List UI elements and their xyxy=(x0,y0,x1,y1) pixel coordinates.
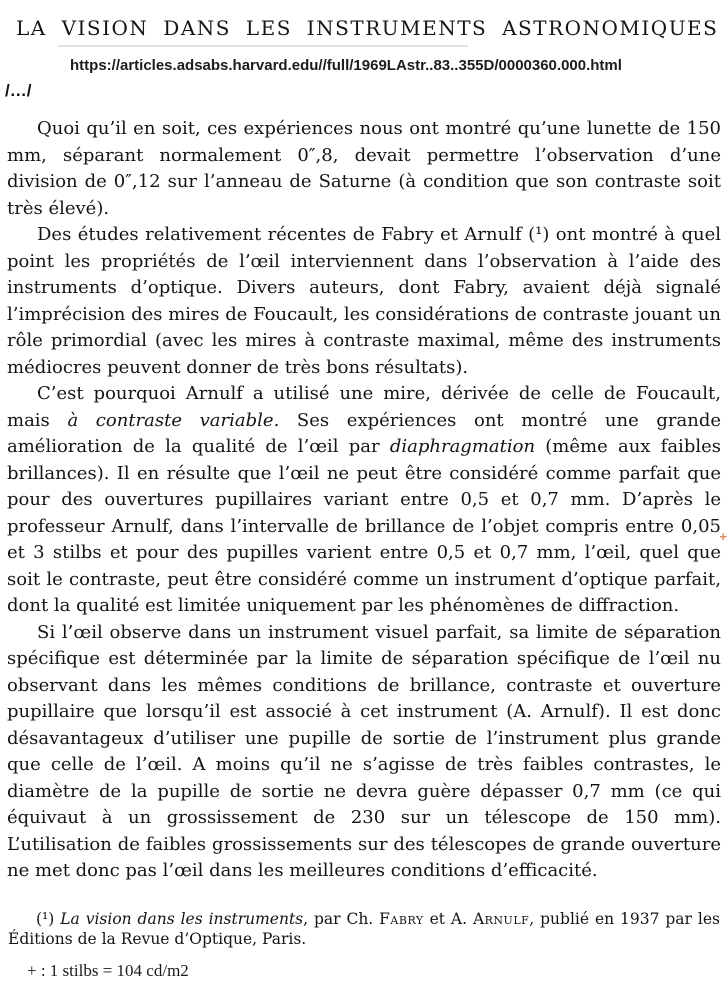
page-title: LA VISION DANS LES INSTRUMENTS ASTRONOMIQUES xyxy=(16,16,719,40)
paragraph: C’est pourquoi Arnulf a utilisé une mire, dérivée de celle de Foucault, mais à contraste variable. Ses expériences ont montré une grande amélioration de la qualité de l’œil par diaphragmation (même aux faibles brillances). Il en résulte que l’œil ne peut être considéré comme parfait que pour des ouvertures pupillaires variant entre 0,5 et 0,7 mm. D’après le professeur Arnulf, dans l’intervalle de brillance de l’objet compris entre 0,05 et 3 stilbs et pour des pupilles varient entre 0,5 et 0,7 mm, l’œil, quel que soit le contraste, peut être considéré comme un instrument d’optique parfait, dont la qualité est limitée uniquement par les phénomènes de diffraction. xyxy=(7,383,722,616)
footnote: (¹) La vision dans les instruments, par Ch. Fabry et A. Arnulf, publié en 1937 par les Éditions de la Revue d’Optique, Paris. xyxy=(8,909,720,948)
paragraph: Si l’œil observe dans un instrument visuel parfait, sa limite de séparation spécifique est déterminée par la limite de séparation spécifique de l’œil nu observant dans les mêmes conditions de brillance, contraste et ouverture pupillaire que lorsqu’il est associé à cet instrument (A. Arnulf). Il est donc désavantageux d’utiliser une pupille de sortie de l’instrument plus grande que celle de l’œil. A moins qu’il ne s’agisse de très faibles contrastes, le diamètre de la pupille de sortie ne devra guère dépasser 0,7 mm (ce qui équivaut à un grossissement de 230 sur un télescope de 150 mm). L’utilisation de faibles grossissements sur des télescopes de grande ouverture ne met donc pas l’œil dans les meilleures conditions d’efficacité. xyxy=(7,621,721,881)
article-body xyxy=(0,116,728,885)
scan-underline-artifact xyxy=(58,45,468,47)
margin-plus-mark: + xyxy=(719,529,727,544)
source-url-text: https://articles.adsabs.harvard.edu//full/1969LAstr..83..355D/0000360.000.html xyxy=(70,57,622,74)
paragraph: Quoi qu’il en soit, ces expériences nous ont montré qu’une lunette de 150 mm, séparant normalement 0″,8, devait permettre l’observation d’une division de 0″,12 sur l’anneau de Saturne (à condition que son contraste soit très élevé). xyxy=(7,118,721,219)
unit-conversion-note: + : 1 stilbs = 104 cd/m2 xyxy=(27,960,189,980)
paragraph: Des études relativement récentes de Fabry et Arnulf (¹) ont montré à quel point les propriétés de l’œil interviennent dans l’observation à l’aide des instruments d’optique. Divers auteurs, dont Fabry, avaient déjà signalé l’imprécision des mires de Foucault, les considérations de contraste jouant un rôle primordial (avec les mires à contraste maximal, même des instruments médiocres peuvent donner de très bons résultats). xyxy=(7,224,721,378)
omission-mark: /…/ xyxy=(5,81,32,100)
